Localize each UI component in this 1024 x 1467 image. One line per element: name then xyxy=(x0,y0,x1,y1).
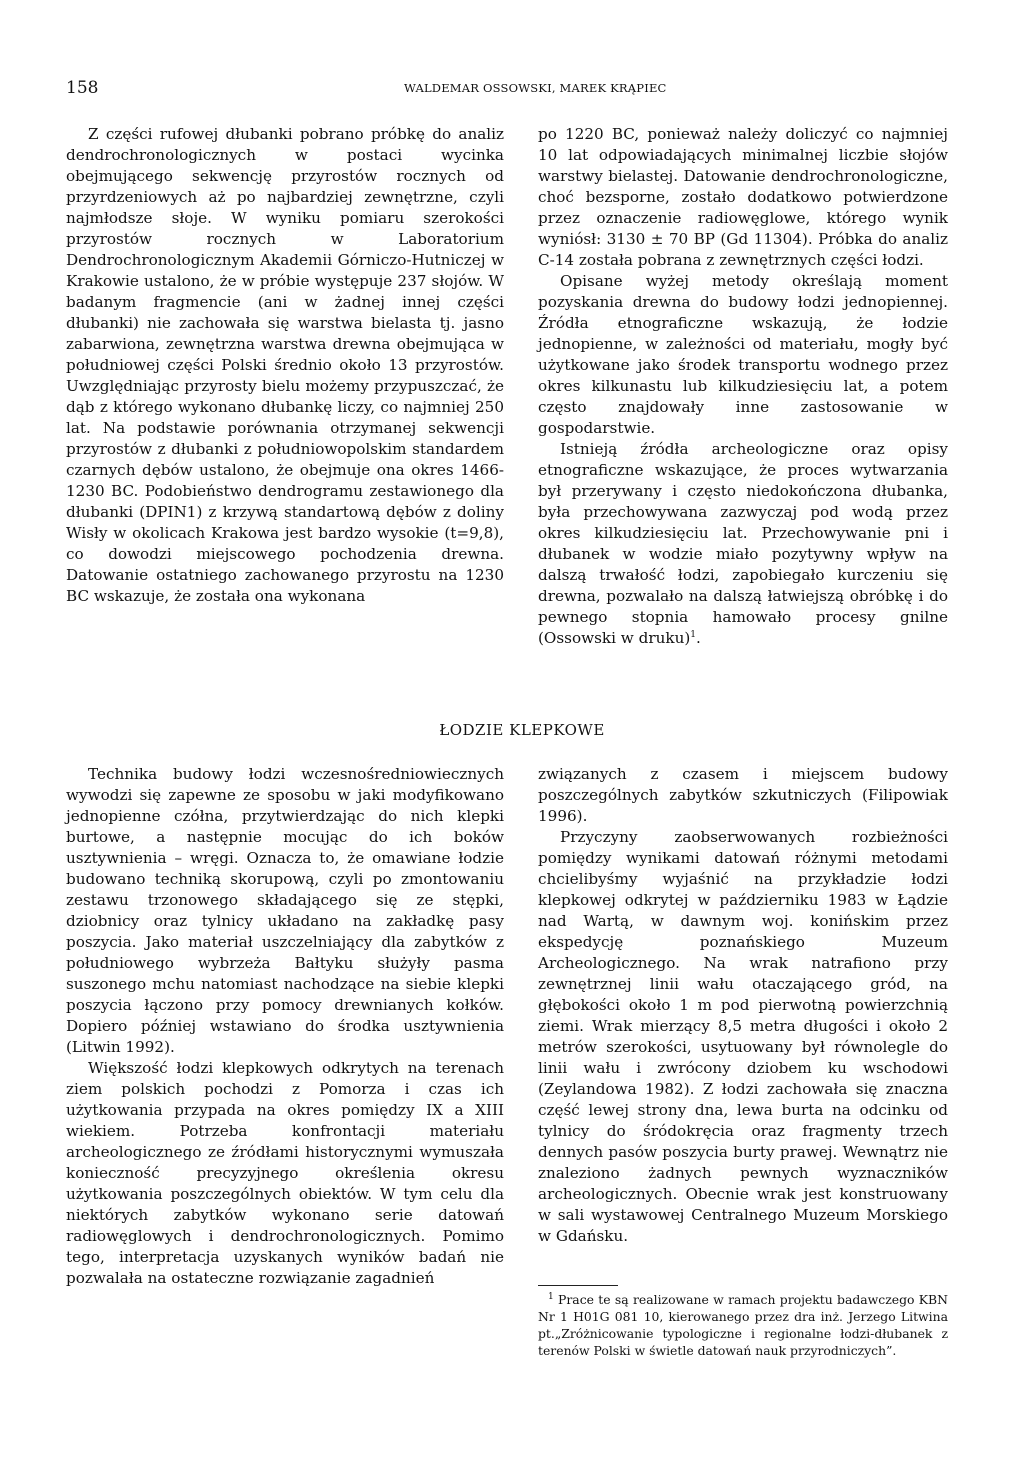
page-number: 158 xyxy=(66,78,99,98)
paragraph: Przyczyny zaobserwowanych rozbieżności pomiędzy wynikami datowań różnymi metodami chcielibyśmy wyjaśnić na przykładzie łodzi klepkowej odkrytej w październiku 1983 w Łądzie nad Wartą, w dawnym woj. konińskim przez ekspedycję poznańskiego Muzeum Archeologicznego. Na wrak natrafiono przy zewnętrznej linii wału otaczającego gród, na głębokości około 1 m pod pierwotną powierzchnią ziemi. Wrak mierzący 8,5 metra długości i około 2 metrów szerokości, usytuowany był równolegle do linii wału i zwrócony dziobem ku wschodowi (Zeylandowa 1982). Z łodzi zachowała się znaczna część lewej strony dna, lewa burta na odcinku od tylnicy do śródokręcia oraz fragmenty trzech dennych pasów poszycia burty prawej. Wewnątrz nie znaleziono żadnych pewnych wyznaczników archeologicznych. Obecnie wrak jest konstruowany w sali wystawowej Centralnego Muzeum Morskiego w Gdańsku. xyxy=(538,828,948,1245)
paragraph-with-footnote xyxy=(538,439,948,649)
paragraph: związanych z czasem i miejscem budowy poszczególnych zabytków szkutniczych (Filipowiak 1996). xyxy=(538,765,948,825)
section-heading-text: ŁODZIE KLEPKOWE xyxy=(439,721,605,739)
footnote-text xyxy=(538,1291,948,1359)
paragraph-end: . xyxy=(696,629,701,647)
footnote-number: 1 xyxy=(548,1291,554,1302)
paragraph: Opisane wyżej metody określają moment pozyskania drewna do budowy łodzi jednopiennej. Źródła etnograficzne wskazują, że łodzie jednopienne, w zależności od materiału, mogły być użytkowane jako środek transportu wodnego przez okres kilkunastu lub kilkudziesięciu lat, a potem często znajdowały inne zastosowanie w gospodarstwie. xyxy=(538,272,948,437)
running-head: WALDEMAR OSSOWSKI, MAREK KRĄPIEC xyxy=(404,81,667,95)
page-header xyxy=(66,78,948,102)
footnote-body: Prace te są realizowane w ramach projektu badawczego KBN Nr 1 H01G 081 10, kierowanego przez dra inż. Jerzego Litwina pt.„Zróżnicowanie typologiczne i regionalne łodzi-dłubanek z terenów Polski w świetle datowań nauk przyrodniczych”. xyxy=(538,1292,948,1358)
right-column-top xyxy=(538,124,948,649)
section-heading xyxy=(0,721,1024,739)
paragraph: Technika budowy łodzi wczesnośredniowiecznych wywodzi się zapewne ze sposobu w jaki modyfikowano jednopienne czółna, przytwierdzając do nich klepki burtowe, a następnie mocując do ich boków usztywnienia – wręgi. Oznacza to, że omawiane łodzie budowano techniką skorupową, czyli po zmontowaniu zestawu trzonowego składającego się ze stępki, dziobnicy oraz tylnicy układano na zakładkę pasy poszycia. Jako materiał uszczelniający dla zabytków z południowego wybrzeża Bałtyku służyły pasma suszonego mchu natomiast nachodzące na siebie klepki poszycia łączono przy pomocy drewnianych kołków. Dopiero później wstawiano do środka usztywnienia (Litwin 1992). xyxy=(66,765,504,1056)
paragraph: po 1220 BC, ponieważ należy doliczyć co najmniej 10 lat odpowiadających minimalnej liczbie słojów warstwy bielastej. Datowanie dendrochronologiczne, choć bezsporne, zostało dodatkowo potwierdzone przez oznaczenie radiowęglowe, którego wynik wyniósł: 3130 ± 70 BP (Gd 11304). Próbka do analiz C-14 została pobrana z zewnętrznych części łodzi. xyxy=(538,125,948,269)
right-column-bottom xyxy=(538,764,948,1247)
footnote-divider xyxy=(538,1285,618,1286)
footnote xyxy=(538,1291,948,1359)
left-column-bottom xyxy=(66,764,504,1289)
paragraph-text: Istnieją źródła archeologiczne oraz opisy etnograficzne wskazujące, że proces wytwarzania był przerywany i często niedokończona dłubanka, była przechowywana zazwyczaj pod wodą przez okres kilkudziesięciu lat. Przechowywanie pni i dłubanek w wodzie miało pozytywny wpływ na dalszą trwałość łodzi, zapobiegało kurczeniu się drewna, pozwalało na dalszą łatwiejszą obróbkę i do pewnego stopnia hamowało procesy gnilne (Ossowski w druku) xyxy=(538,440,948,647)
paragraph: Z części rufowej dłubanki pobrano próbkę do analiz dendrochronologicznych w postaci wycinka obejmującego sekwencję przyrostów rocznych od przyrdzeniowych aż po najbardziej zewnętrzne, czyli najmłodsze słoje. W wyniku pomiaru szerokości przyrostów rocznych w Laboratorium Dendrochronologicznym Akademii Górniczo-Hutniczej w Krakowie ustalono, że w próbie występuje 237 słojów. W badanym fragmencie (ani w żadnej innej części dłubanki) nie zachowała się warstwa bielasta tj. jasno zabarwiona, zewnętrzna warstwa drewna obejmująca w południowej części Polski średnio około 13 przyrostów. Uwzględniając przyrosty bielu możemy przypuszczać, że dąb z którego wykonano dłubankę liczy, co najmniej 250 lat. Na podstawie porównania otrzymanej sekwencji przyrostów z dłubanki z południowopolskim standardem czarnych dębów ustalono, że obejmuje ona okres 1466-1230 BC. Podobieństwo dendrogramu zestawionego dla dłubanki (DPIN1) z krzywą standartową dębów z doliny Wisły w okolicach Krakowa jest bardzo wysokie (t=9,8), co dowodzi miejscowego pochodzenia drewna. Datowanie ostatniego zachowanego przyrostu na 1230 BC wskazuje, że została ona wykonana xyxy=(66,125,504,605)
footnote-reference[interactable]: 1 xyxy=(690,629,697,640)
paragraph: Większość łodzi klepkowych odkrytych na terenach ziem polskich pochodzi z Pomorza i czas ich użytkowania przypada na okres pomiędzy IX a XIII wiekiem. Potrzeba konfrontacji materiału archeologicznego ze źródłami historycznymi wymuszała konieczność precyzyjnego określenia okresu użytkowania poszczególnych obiektów. W tym celu dla niektórych zabytków wykonano serie datowań radiowęglowych i dendrochronologicznych. Pomimo tego, interpretacja uzyskanych wyników badań nie pozwalała na ostateczne rozwiązanie zagadnień xyxy=(66,1059,504,1287)
left-column-top xyxy=(66,124,504,607)
